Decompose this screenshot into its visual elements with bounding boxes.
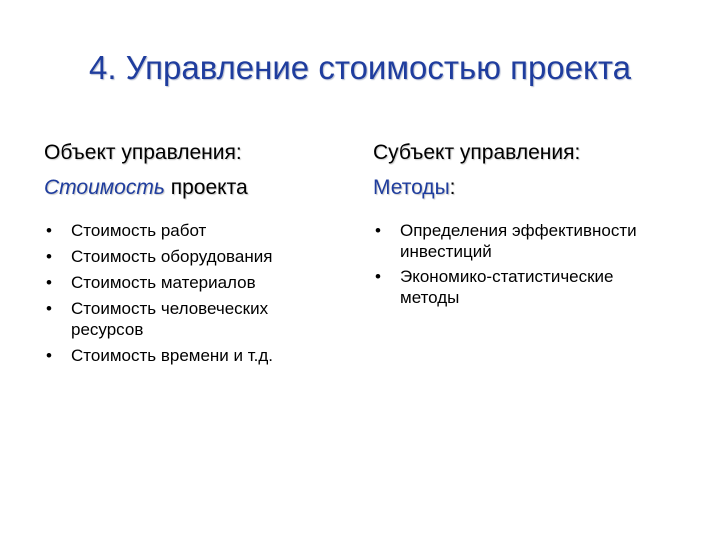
right-subheading-accent: Методы xyxy=(373,176,450,199)
bullet-icon: • xyxy=(46,221,52,240)
right-subheading xyxy=(373,175,673,201)
bullet-icon: • xyxy=(46,346,52,365)
bullet-icon: • xyxy=(46,273,52,292)
list-item-text: Определения эффективности инвестиций xyxy=(400,221,637,261)
left-bullet-list xyxy=(44,220,344,366)
left-subheading-rest: проекта xyxy=(164,176,248,199)
left-subheading xyxy=(44,175,344,201)
list-item xyxy=(44,246,344,267)
list-item xyxy=(44,298,344,340)
slide-title: 4. Управление стоимостью проекта xyxy=(89,49,631,86)
list-item-text: Стоимость времени и т.д. xyxy=(71,346,274,365)
list-item xyxy=(44,272,344,293)
bullet-icon: • xyxy=(375,267,381,286)
list-item xyxy=(44,220,344,241)
list-item-text: Стоимость материалов xyxy=(71,273,256,292)
list-item xyxy=(373,266,673,308)
list-item-text: Стоимость оборудования xyxy=(71,247,273,266)
right-heading: Субъект управления: xyxy=(373,141,581,164)
left-heading: Объект управления: xyxy=(44,141,242,164)
bullet-icon: • xyxy=(46,299,52,318)
list-item xyxy=(373,220,673,262)
left-subheading-accent: Стоимость xyxy=(44,176,165,199)
list-item-text: Стоимость человеческих ресурсов xyxy=(71,299,269,339)
list-item xyxy=(44,345,344,366)
list-item-text: Стоимость работ xyxy=(71,221,207,240)
right-bullet-list xyxy=(373,220,673,308)
list-item-text: Экономико-статистические методы xyxy=(400,267,614,307)
bullet-icon: • xyxy=(46,247,52,266)
right-subheading-rest: : xyxy=(449,176,456,199)
bullet-icon: • xyxy=(375,221,381,240)
left-column xyxy=(44,140,344,371)
right-column xyxy=(373,140,673,312)
